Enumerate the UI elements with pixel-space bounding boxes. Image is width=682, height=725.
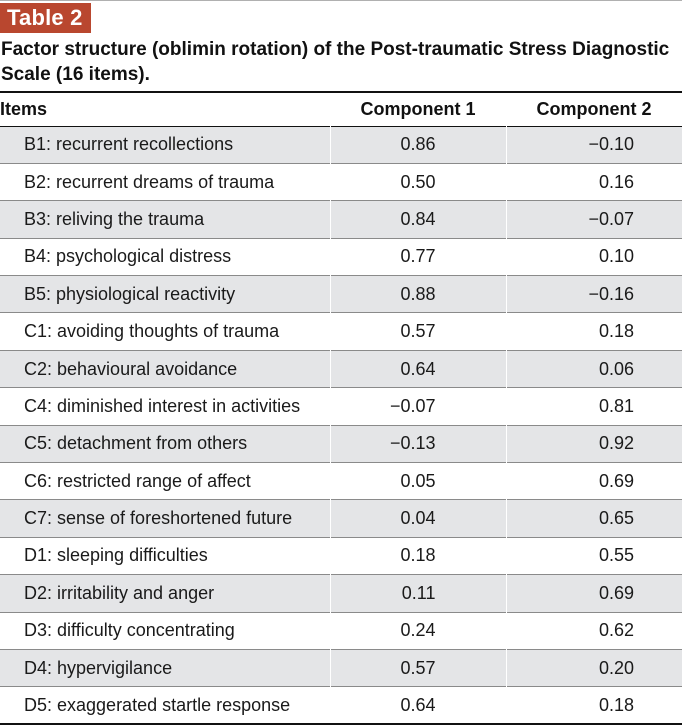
table-row — [0, 238, 682, 275]
row-component-2: 0.06 — [506, 350, 682, 387]
row-component-2: 0.18 — [506, 687, 682, 724]
row-component-1: 0.18 — [330, 537, 506, 574]
table-row — [0, 126, 682, 163]
row-component-1: 0.86 — [330, 126, 506, 163]
header-component-2: Component 2 — [536, 98, 652, 119]
row-component-2: −0.16 — [506, 276, 682, 313]
row-item: B5: physiological reactivity — [0, 276, 330, 313]
table-row — [0, 350, 682, 387]
table-number-tag: Table 2 — [0, 3, 91, 33]
row-item: C6: restricted range of affect — [24, 470, 251, 491]
row-component-1: 0.57 — [330, 649, 506, 686]
row-component-2: 0.69 — [506, 463, 682, 500]
table-container — [0, 91, 682, 725]
table-row — [0, 537, 682, 574]
table-row — [0, 388, 682, 425]
row-item: D1: sleeping difficulties — [24, 545, 208, 566]
row-component-1: 0.50 — [330, 163, 506, 200]
row-component-1: 0.64 — [330, 687, 506, 724]
row-component-1: 0.84 — [330, 201, 506, 238]
row-component-1: 0.57 — [330, 313, 506, 350]
row-component-2: 0.55 — [506, 537, 682, 574]
row-item: D2: irritability and anger — [0, 575, 330, 612]
row-item: C4: diminished interest in activities — [24, 395, 301, 416]
row-item: C7: sense of foreshortened future — [0, 500, 330, 537]
table-row — [0, 313, 682, 350]
header-component-1: Component 1 — [360, 98, 476, 119]
table-caption: Factor structure (oblimin rotation) of the Post-traumatic Stress Diagnostic Scale (16 items). — [1, 39, 670, 85]
row-component-1: −0.07 — [330, 388, 506, 425]
table-row — [0, 649, 682, 686]
header-items: Items — [0, 98, 48, 119]
row-component-1: 0.88 — [330, 276, 506, 313]
row-component-2: 0.18 — [506, 313, 682, 350]
row-component-1: 0.24 — [330, 612, 506, 649]
table-row — [0, 500, 682, 537]
row-component-2: 0.69 — [506, 575, 682, 612]
table-body — [0, 126, 682, 724]
table-row — [0, 463, 682, 500]
row-item: B4: psychological distress — [24, 246, 232, 267]
row-component-1: −0.13 — [330, 425, 506, 462]
row-component-2: 0.65 — [506, 500, 682, 537]
row-item: B1: recurrent recollections — [0, 126, 330, 163]
row-item: B3: reliving the trauma — [0, 201, 330, 238]
table-row — [0, 163, 682, 200]
row-component-1: 0.04 — [330, 500, 506, 537]
row-item: C1: avoiding thoughts of trauma — [24, 321, 280, 342]
row-component-2: 0.20 — [506, 649, 682, 686]
table-row — [0, 687, 682, 724]
row-component-1: 0.64 — [330, 350, 506, 387]
table-row — [0, 276, 682, 313]
table-label-bar — [0, 0, 682, 33]
row-component-2: 0.62 — [506, 612, 682, 649]
table-row — [0, 425, 682, 462]
row-item: D4: hypervigilance — [0, 649, 330, 686]
table-row — [0, 575, 682, 612]
row-component-2: −0.07 — [506, 201, 682, 238]
row-item: D5: exaggerated startle response — [24, 694, 291, 715]
row-component-1: 0.11 — [330, 575, 506, 612]
row-item: B2: recurrent dreams of trauma — [24, 171, 275, 192]
row-item: C5: detachment from others — [0, 425, 330, 462]
factor-structure-table — [0, 91, 682, 725]
row-component-1: 0.05 — [330, 463, 506, 500]
row-component-2: 0.92 — [506, 425, 682, 462]
row-component-2: 0.10 — [506, 238, 682, 275]
row-component-1: 0.77 — [330, 238, 506, 275]
table-row — [0, 201, 682, 238]
table-header-row — [0, 92, 682, 126]
table-row — [0, 612, 682, 649]
row-component-2: 0.81 — [506, 388, 682, 425]
row-item: D3: difficulty concentrating — [24, 620, 235, 641]
row-component-2: 0.16 — [506, 163, 682, 200]
row-item: C2: behavioural avoidance — [0, 350, 330, 387]
row-component-2: −0.10 — [506, 126, 682, 163]
